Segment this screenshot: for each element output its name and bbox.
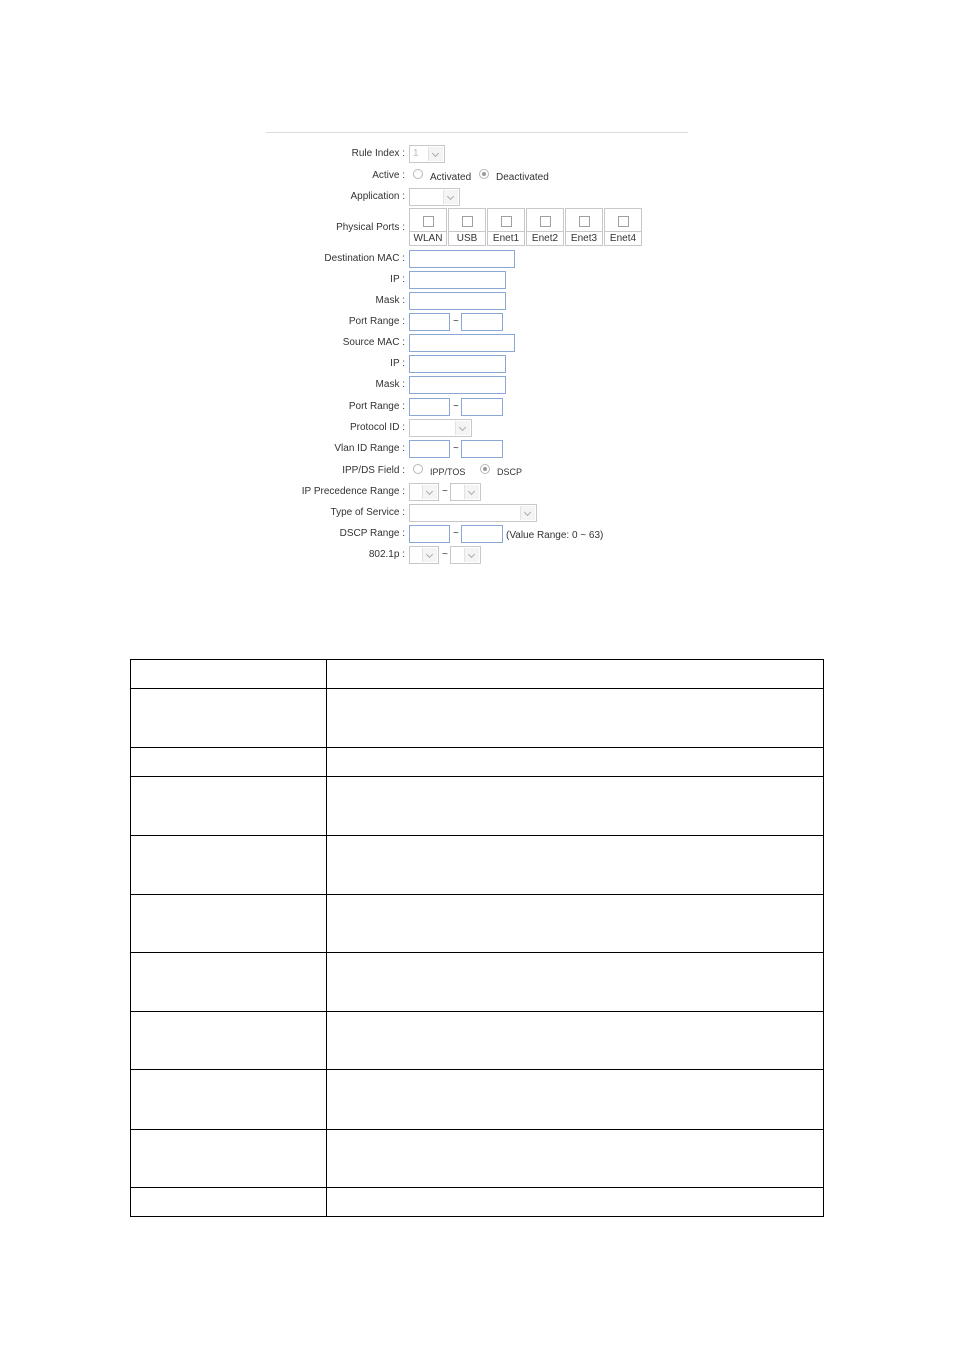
dest-mask-label: Mask : [375, 295, 405, 306]
table-cell-desc [327, 894, 824, 952]
row-dscp-range [300, 525, 700, 545]
table-cell-param [131, 689, 327, 748]
table-cell-param [131, 660, 327, 689]
port-wlan-checkbox[interactable] [423, 216, 434, 227]
dscp-range-note: (Value Range: 0 ~ 63) [506, 530, 604, 541]
range-separator: ~ [442, 486, 448, 497]
port-divider [566, 231, 602, 232]
ip-precedence-range-label: IP Precedence Range : [301, 486, 405, 497]
port-enet2-checkbox[interactable] [540, 216, 551, 227]
dest-mask-input[interactable] [409, 292, 506, 310]
dot1p-label: 802.1p : [368, 549, 405, 560]
physical-ports-label: Physical Ports : [336, 222, 405, 233]
port-divider [605, 231, 641, 232]
row-protocol-id [300, 419, 700, 439]
row-dot1p [300, 546, 700, 566]
table-cell-desc [327, 1070, 824, 1129]
application-select[interactable] [409, 188, 460, 206]
chevron-down-icon [464, 548, 479, 562]
deactivated-label: Deactivated [496, 172, 549, 183]
row-dest-ip [300, 271, 700, 291]
protocol-id-select[interactable] [409, 419, 472, 437]
chevron-down-icon [443, 190, 458, 204]
port-wlan-label: WLAN [413, 233, 443, 244]
port-enet1 [487, 208, 525, 246]
row-type-of-service [300, 504, 700, 524]
src-ip-input[interactable] [409, 355, 506, 373]
dest-ip-input[interactable] [409, 271, 506, 289]
port-enet3-label: Enet3 [570, 233, 598, 244]
port-enet4-checkbox[interactable] [618, 216, 629, 227]
dest-ip-label: IP : [390, 274, 405, 285]
range-separator: ~ [453, 443, 459, 454]
range-separator: ~ [453, 528, 459, 539]
destination-mac-label: Destination MAC : [324, 253, 405, 264]
table-cell-param [131, 1129, 327, 1187]
range-separator: ~ [453, 401, 459, 412]
table-row [131, 748, 824, 777]
row-vlan-id-range [300, 440, 700, 460]
table-cell-desc [327, 689, 824, 748]
port-enet3-checkbox[interactable] [579, 216, 590, 227]
type-of-service-select[interactable] [409, 504, 537, 522]
table-row [131, 689, 824, 748]
port-enet2 [526, 208, 564, 246]
row-destination-mac [300, 250, 700, 270]
row-ip-precedence-range [300, 483, 700, 503]
table-row [131, 1070, 824, 1129]
row-active [300, 167, 700, 187]
row-physical-ports [300, 219, 700, 244]
src-port-start-input[interactable] [409, 398, 450, 416]
dscp-start-input[interactable] [409, 525, 450, 543]
table-row [131, 953, 824, 1012]
port-usb-checkbox[interactable] [462, 216, 473, 227]
rule-index-select[interactable] [409, 145, 445, 163]
application-label: Application : [350, 191, 405, 202]
chevron-down-icon [422, 548, 437, 562]
rule-index-value: 1 [413, 148, 419, 159]
dot1p-end-select[interactable] [450, 546, 481, 564]
dest-port-end-input[interactable] [461, 313, 503, 331]
src-mask-input[interactable] [409, 376, 506, 394]
row-src-ip [300, 355, 700, 375]
dscp-end-input[interactable] [461, 525, 503, 543]
port-enet1-label: Enet1 [492, 233, 520, 244]
active-label: Active : [372, 170, 405, 181]
table-cell-param [131, 1012, 327, 1070]
table-cell-desc [327, 1129, 824, 1187]
table-cell-desc [327, 748, 824, 777]
table-row [131, 1129, 824, 1187]
chevron-down-icon [455, 421, 470, 435]
form-top-divider [266, 132, 688, 133]
table-row [131, 835, 824, 894]
dest-port-range-label: Port Range : [348, 316, 405, 327]
dscp-label: DSCP [497, 467, 523, 477]
deactivated-radio[interactable] [479, 169, 489, 179]
src-mask-label: Mask : [375, 379, 405, 390]
table-cell-param [131, 748, 327, 777]
ipp-tos-label: IPP/TOS [430, 467, 466, 477]
ip-precedence-start-select[interactable] [409, 483, 439, 501]
activated-label: Activated [430, 172, 472, 183]
port-enet3 [565, 208, 603, 246]
table-cell-desc [327, 1012, 824, 1070]
table-cell-desc [327, 953, 824, 1012]
row-src-mask [300, 376, 700, 396]
port-usb-label: USB [456, 233, 478, 244]
port-wlan [409, 208, 447, 246]
port-enet2-label: Enet2 [531, 233, 559, 244]
src-ip-label: IP : [390, 358, 405, 369]
table-cell-desc [327, 835, 824, 894]
row-application [300, 188, 700, 208]
table-cell-desc [327, 660, 824, 689]
range-separator: ~ [453, 316, 459, 327]
row-dest-mask [300, 292, 700, 312]
ipp-tos-radio[interactable] [413, 464, 423, 474]
ip-precedence-end-select[interactable] [450, 483, 481, 501]
table-row [131, 777, 824, 835]
port-divider [410, 231, 446, 232]
range-separator: ~ [442, 549, 448, 560]
table-cell-param [131, 777, 327, 835]
chevron-down-icon [422, 485, 437, 499]
row-dest-port-range [300, 313, 700, 333]
source-mac-label: Source MAC : [342, 337, 405, 348]
rule-index-label: Rule Index : [351, 148, 405, 159]
table-cell-param [131, 1187, 327, 1216]
table-row [131, 894, 824, 952]
parameter-table [130, 659, 824, 1217]
chevron-down-icon [428, 147, 443, 161]
chevron-down-icon [520, 506, 535, 520]
src-port-range-label: Port Range : [348, 401, 405, 412]
port-enet4 [604, 208, 642, 246]
port-usb [448, 208, 486, 246]
table-row [131, 1012, 824, 1070]
row-source-mac [300, 334, 700, 354]
port-divider [527, 231, 563, 232]
dot1p-start-select[interactable] [409, 546, 439, 564]
table-cell-param [131, 1070, 327, 1129]
port-divider [488, 231, 524, 232]
dscp-range-label: DSCP Range : [339, 528, 405, 539]
physical-ports-grid [409, 208, 643, 247]
table-cell-desc [327, 777, 824, 835]
table-row [131, 660, 824, 689]
source-mac-input[interactable] [409, 334, 515, 352]
port-enet4-label: Enet4 [609, 233, 637, 244]
row-rule-index [300, 145, 700, 165]
table-cell-param [131, 953, 327, 1012]
table-cell-desc [327, 1187, 824, 1216]
table-cell-param [131, 894, 327, 952]
port-divider [449, 231, 485, 232]
vlan-id-range-label: Vlan ID Range : [334, 443, 405, 454]
type-of-service-label: Type of Service : [330, 507, 405, 518]
dscp-radio[interactable] [480, 464, 490, 474]
ippds-field-label: IPP/DS Field : [342, 465, 405, 476]
row-src-port-range [300, 398, 700, 418]
vlan-id-end-input[interactable] [461, 440, 503, 458]
activated-radio[interactable] [413, 169, 423, 179]
dest-port-start-input[interactable] [409, 313, 450, 331]
table-row [131, 1187, 824, 1216]
destination-mac-input[interactable] [409, 250, 515, 268]
vlan-id-start-input[interactable] [409, 440, 450, 458]
chevron-down-icon [464, 485, 479, 499]
table-cell-param [131, 835, 327, 894]
src-port-end-input[interactable] [461, 398, 503, 416]
port-enet1-checkbox[interactable] [501, 216, 512, 227]
row-ippds-field [300, 462, 700, 482]
protocol-id-label: Protocol ID : [349, 422, 405, 433]
